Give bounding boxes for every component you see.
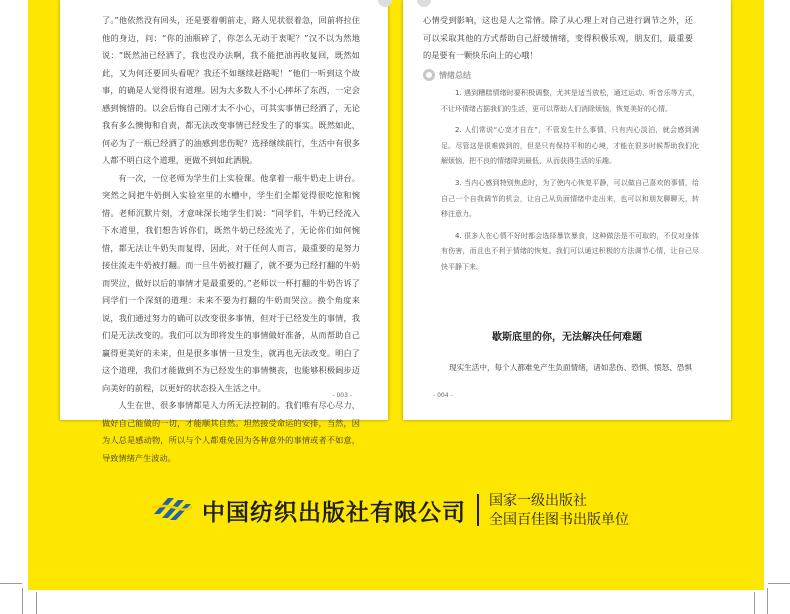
tips-list — [441, 86, 699, 282]
crop-mark — [22, 588, 23, 614]
page-number: - 003 - — [332, 392, 352, 399]
publisher-name: 中国纺织出版社有限公司 — [202, 499, 466, 526]
section-title — [423, 68, 471, 82]
paragraph: 有一次，一位老师为学生们上实验课。他拿着一瓶牛奶走上讲台。突然之间把牛奶倒入实验室里的水槽中，学生们全都觉得很吃惊和惋惜。老师沉默片刻，才意味深长地学生们说：“同学们，牛奶已经流入下水道里，我们想告诉你们，既然牛奶已经流光了，无论你们如何惋惜，都无法让牛奶失而复得，因此，对于任何人而言，最重要的是努力接住流走牛奶被打翻。而一旦牛奶被打翻了，就不要为已经打翻的牛奶而哭泣，做好以后的事情才是最重要的。”老师以一杯打翻的牛奶告诉了同学们一个深刻的道理：未来不要为打翻的牛奶而哭泣。换个角度来说，我们通过努力的确可以改变很多事情，但对于已经发生的事情，我们是无法改变的。我们可以为即将发生的事情做好准备，从而帮助自己赢得更美好的未来，但是很多事情一旦发生，就再也无法改变。明白了这个道理，我们才能做到不为已经发生的事情懊丧，也能够积极阔步迈向美好的前程，以更好的状态投入生活之中。 — [102, 172, 360, 393]
footer-divider — [477, 494, 479, 526]
left-page-body — [102, 12, 360, 467]
paragraph: 了。”他依然没有回头，还是要着朝前走，路人见状很着急，回前将拉住他的身边，问：“你的油瓶碎了，你怎么无动于衷呢？”汉不以为然地说：“既然油已经洒了，我也没办法啊，我不能把油再收复回，既然如此，又为何还要回头看呢？我还不如继续赶路呢！”他们一听到这个故事，的确是人觉得很有道理。因为大多数人不小心摔坏了东西，一定会感到惋惜的。以会后悔自己刚才太不小心，可其实事情已经洒了，无论我有多么懊悔和自责，都无法改变事情已经发生了的事实。既然如此，何必为了一瓶已经洒了的油感到悲伤呢？选择继续前行，生活中有很多人都不明白这个道理，更做不到如此洒脱。 — [102, 15, 360, 165]
publisher-slogans — [489, 492, 629, 530]
tip-item: 1. 遇到糟糕情绪时要积极调整，尤其是适当放松，通过运动、听音乐等方式，不让坏情绪占据我们的生活，更可以帮助人们消除烦恼，恢复美好的心情。 — [441, 89, 699, 113]
right-page-top-text — [423, 12, 693, 65]
crop-mark — [768, 583, 790, 584]
publisher-logo-icon — [152, 492, 192, 522]
page-number: - 004 - — [433, 392, 453, 399]
section-title-label: 情绪总结 — [439, 70, 471, 80]
right-page — [403, 0, 731, 420]
chapter-intro-text: 现实生活中，每个人都难免产生负面情绪，诸如悲伤、恐惧、愤怒、恐惧 — [449, 363, 692, 372]
slogan-line: 国家一级出版社 — [489, 493, 587, 509]
left-page — [60, 0, 388, 463]
tip-item: 4. 很多人在心情不好时都会选择暴饮暴食，这种做法是不可取的，不仅对身体有伤害，而且也不利于情绪的恢复。我们可以通过积极的方法调节心情，让自己尽快平静下来。 — [441, 231, 699, 271]
paragraph: 心情受到影响，这也是人之常情。除了从心理上对自己进行调节之外，还可以采取其他的方式帮助自己舒缓情绪，变得积极乐观，朋友们，最重要的是要有一颗快乐向上的心哦！ — [423, 15, 693, 60]
section-badge-icon — [423, 69, 435, 81]
paragraph: 人生在世，很多事情都是人力所无法控制的。我们唯有尽心尽力，做好自己能做的一切，才能顺其自然。坦然接受命运的安排，当然，因为人总是感动物，所以与个人都难免因为各种意外的事情或者不如意，导致情绪产生波动。 — [102, 400, 360, 463]
crop-mark — [36, 592, 37, 614]
chapter-headline: 歇斯底里的你，无法解决任何难题 — [492, 332, 642, 343]
tip-item: 3. 当内心感到特别焦虑时，为了使内心恢复平静，可以做自己喜欢的事情，给自己一个自我调节的机会，让自己从负面情绪中走出来，也可以和朋友聊聊天，转移注意力。 — [441, 178, 699, 219]
page-curl-icon — [417, 0, 431, 7]
crop-mark — [0, 583, 22, 584]
slogan-line: 全国百佳图书出版单位 — [489, 512, 629, 528]
tip-item: 2. 人们常说“心宽才自在”，不管发生什么事情，只有内心淡泊，就会感到满足。尽管这是很难做到的，但是只有保持平和的心境，才能在很多时候帮助我们化解烦恼，把不良的情绪降到最低，从而获得生活的乐趣。 — [441, 126, 699, 166]
crop-mark — [767, 588, 768, 614]
crop-mark — [754, 592, 755, 614]
